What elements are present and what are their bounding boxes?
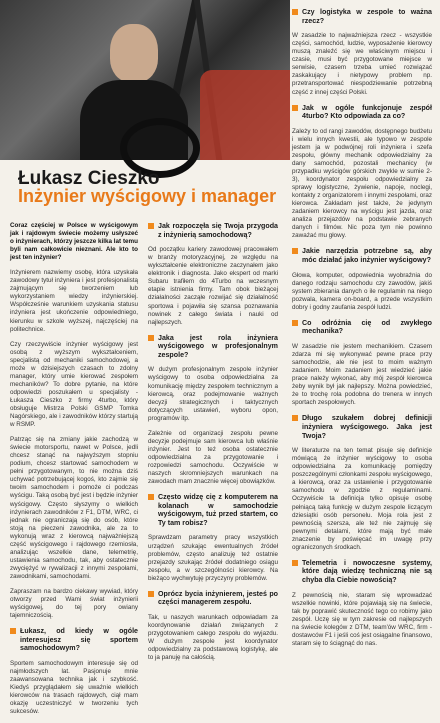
paragraph: Inżynierem nazwiemy osobę, która uzyskała zawodowy tytuł inżyniera i jest profesjonalistą zajmującym się tworzeniem lub wykorzystaniem wiedzy inżynierskiej. Współcześnie warunkiem uzyskania statusu inżyniera jest ukończenie odpowiedniego, kierunku w szkole wyższej, najczęściej na politechnice. [10,269,138,333]
person-figure [70,18,190,160]
question-heading: Długo szukałem dobrej definicji inżyniera wyścigowego. Jaka jest Twoja? [292,414,432,440]
question-heading: Łukasz, od kiedy w ogóle interesujesz się sportem samochodowym? [10,627,138,653]
answer-paragraph: W dużym profesjonalnym zespole inżynier wyścigowy to osoba odpowiedzialna za komunikację między zespołem technicznym a kierowcą, oraz podejmowanie ważnych decyzji strategicznych i taktycznych dotyczących ustawień, wyboru opon, programów itp. [148,366,278,422]
paragraph: Patrząc się na zmiany jakie zachodzą w świecie motorsportu, nawet w Polsce, jedli chcesz stanąć na najwyższym stopniu podium, chcesz startować samochodem w pełni przygotowanym, to nie można dziś uchywać potrzebującej kogoś, kto zajmie się twoim samochodem i pomoże ci podczas wyścigu. Taką osobą być jest i będzie inżynier wyścigowy. Często słyszymy o wielkich inżynierach zawodników z F1, DTM, WRC, ci jednak nie ograniczają się do osób, które stoją na pieczeni zawodnika, ale za to wykonują wraz z kierowcą najważniejszą część wyścigowego i rajdowego rzemiosła, analizując wszelkie dane, telemetrię, ustawienia samochodu, tak, aby ostatecznie zwyciężyć w rywalizacji z innymi zespołami, zawodnikami, samochodami. [10,436,138,580]
bullet-square-icon [148,223,154,229]
answer-paragraph: Sportem samochodowym interesuje się od najmłodszych lat. Pasjonuje mnie zaawansowana technika jak i szybkość. Kiedyś przyglądałem się uważnie wielkich kierowców na trasach rajdowych, ciął mam okazję uczestniczyć w tworzeniu tych sukcesów. [10,659,138,716]
answer-paragraph: W zasadzie nie jestem mechanikiem. Czasem zdarza mi się wykonywać pewne prace przy samochodzie, ale nie jest to moim ważnym zadaniem. Moim zadaniem jest wiedzieć jakie prace należy wykonać, aby mój zespół kierowca żeby wynik był jak najlepszy. Można powiedzieć, że to trochę rola podobna do trenera w innych sportach zespołowych. [292,343,432,407]
bullet-square-icon [292,248,298,254]
answer-paragraph: Z pewnością nie, staram się wprowadzać wszelkie nowinki, które pojawiają się na świecie, tak by poprawić skuteczność tego co robimy jako zespół. Uczę się w tym zakresie od najlepszych na świecie kolegów z DTM, team'ów WRC, firm - dostawców F1 i jeśli coś jest osiągalne finansowo, staram się to ściągnąć do nas. [292,591,432,647]
bullet-square-icon [292,320,298,326]
hero-photo [0,0,290,160]
question-heading: Telemetria i nowoczesne systemy, które dają wiedzę techniczną nie są chyba dla Ciebie nowością? [292,559,432,585]
question-heading: Oprócz bycia inżynierem, jesteś po części managerem zespołu. [148,590,278,607]
question-heading: Co odróżnia cię od zwykłego mechanika? [292,319,432,336]
paragraph: Zapraszam na bardzo ciekawy wywiad, który otworzy przed Wami świat inżynierii wyścigowej, do tej pory owiany tajemniczością. [10,587,138,620]
answer-paragraph: Sprawdzam parametry pracy wszystkich urządzeń szukając ewentualnych źródeł problemów, często analizuję też ostatnie przejazdy szukając źródeł dodatniego osiągu zespołu, a w szczególności kierowcy. Na bieżąco wychwytuję przyczyny problemów. [148,534,278,582]
lead-paragraph: Coraz częściej w Polsce w wyścigowym jak i rajdowym świecie możemy usłyszeć o inżynierach, którzy jeszcze kilka lat temu byli nam całkowicie nieznani. Ale kto to jest ten inżynier? [10,222,138,262]
paragraph: Czy rzeczywiście inżynier wyścigowy jest osobą z wyższym wykształceniem, specjalistą od mechaniki samochodowej, a może w dzisiejszych czasach to zdolny manager, który umie kierować zespołem mechaników? To dobre pytanie, na które odpowiedzi poszukałem u specjalisty - Łukasza Cieszko z firmy 4turbo, który obsługuje Mistrza Polski GSMP Tomka Nagórskiego, ale i zawodników którzy startują w RSMP. [10,340,138,429]
question-heading: Jaka jest rola inżyniera wyścigowego w profesjonalnym zespole? [148,334,278,360]
column-1 [10,222,138,723]
column-2 [148,222,278,669]
answer-paragraph: Głowa, komputer, odpowiednia wyobraźnia do danego rodzaju samochodu czy zawodów, jakiś system zbierania danych o ile regulamin na niego pozwala, kamera on-board, a przede wszystkim dobry i godny zaufania zespół ludzi. [292,271,432,311]
question-heading: Czy logistyka w zespole to ważna rzecz? [292,8,432,25]
question-heading: Jak w ogóle funkcjonuje zespół 4turbo? Kto odpowiada za co? [292,104,432,121]
answer-paragraph: W zasadzie to najważniejsza rzecz - wszystkie części, samochód, ludzie, wyposażenie kierowcy muszą znaleźć się we właściwym miejscu i czasie, musi być przygotowane miejsce w serwisie, czasem trzeba umieć rozwiązać zaskakujący i nietypowy problem np. przetransportować niespodziewanie potrzebną część z innej części Polski. [292,32,432,96]
bullet-square-icon [292,9,298,15]
column-3 [292,8,432,655]
answer-paragraph: Zależnie od organizacji zespołu pewne decyzje podejmuje sam kierowca lub właśnie inżynier. Jest to też osoba ostatecznie odpowiedzialna za przygotowanie i rozpowiedzi samochodu. Oczywiście w naszych skromniejszych warunkach na zawodach mam znacznie więcej obowiązków. [148,429,278,486]
question-heading: Jak rozpoczęła się Twoja przygoda z inżynierią samochodową? [148,222,278,239]
answer-paragraph: Zależy to od rangi zawodów, dostępnego budżetu i wielu innych kwestii, ale typowo w zespole jestem ja w podwójnej roli inżyniera i szefa zespołu, główny mechanik odpowiedzialny za dany samochód, pozostali mechanicy (w przypadku wyścigów górskich zwykle w sumie 2-3), koordynator zespołu odpowiedzialny za sprawy logistyczne, żywienie, napoje, noclegi, kontakty z organizatorem i innymi zespołami, oraz kierowca. Zakładam jest także, że jedynym zadaniem kierowcy na wyścigu jest jazda, oraz analiza przejazdów na podstawie zebranych danych i filmów. Nic poza tym nie powinno zaważać mu głowy. [292,127,432,240]
bullet-square-icon [148,494,154,500]
bullet-square-icon [148,591,154,597]
person-name: Łukasz Cieszko [18,168,160,189]
question-heading: Często widzę cię z komputerem na kolanach w samochodzie wyścigowym, tuż przed startem, co Ty tam robisz? [148,493,278,527]
bullet-square-icon [10,628,16,634]
answer-paragraph: Tak, u naszych warunkach odpowiadam za koordynowanie działań związanych z przygotowaniem całego zespołu do wyjazdu. W dużym zespole jest koordynator odpowiedzialny za podstawową logistykę, ale to ja panuję na całością. [148,613,278,662]
bullet-square-icon [292,105,298,111]
person-head [110,24,158,82]
question-heading: Jakie narzędzia potrzebne są, aby móc działać jako inżynier wyścigowy? [292,247,432,264]
answer-paragraph: W literaturze na ten temat pisuje się definicje mówiącą że inżynier wyścigowy to osoba odpowiedzialna za komunikację pomiędzy poszczególnymi członkami zespołu wyścigowego, a kierowcą, oraz za ustawienie i przygotowanie samochodu w zgodzie z regulaminami. Oczywiście ta definicja tylko opisuje osobę pełniącą taką funkcję w dużym zespole liczącym dziesiątki osób personelu. Moja rola jest z pewnością szersza, ale też nie zajmuję się pewnymi detalami, które mają być małe znaczenie by poświęcać im uwagę przy ograniczonych środkach. [292,447,432,551]
bullet-square-icon [292,560,298,566]
bullet-square-icon [292,415,298,421]
article-headline: Inżynier wyścigowy i manager [18,186,277,206]
bullet-square-icon [148,335,154,341]
answer-paragraph: Od początku kariery zawodowej pracowałem w branży motoryzacyjnej, ze względu na wykształcenie elektroniczne zaczynałem jako elektronik i diagnosta. Jako ekspert od marki Subaru trafiłem do 4Turbo na wczesnym etapie istnienia firmy. Tam obok bieżącej działalności zacząłe rozwijać się działalność sportowa i pojawiła się szansa poznawania nowinek z całego świata i nauki od najlepszych. [148,246,278,326]
racing-seat [200,70,290,160]
